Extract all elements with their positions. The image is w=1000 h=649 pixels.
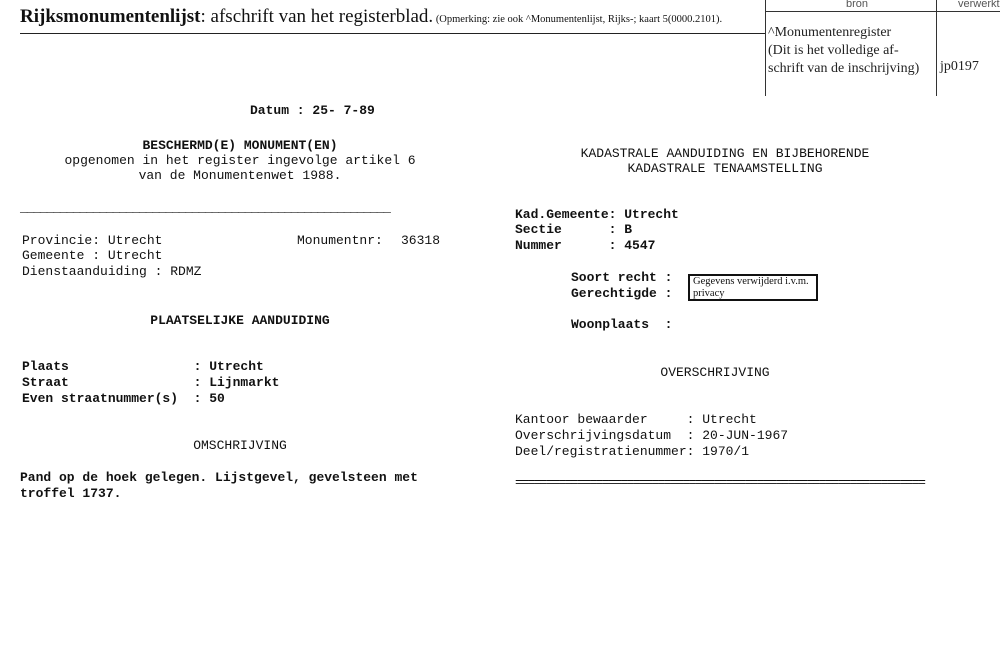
deel-line: Deel/registratienummer: 1970/1 (515, 444, 750, 459)
datum-line: Datum : 25- 7-89 (250, 103, 375, 118)
meta-source-line3: schrift van de inschrijving) (768, 61, 920, 76)
title-note: (Opmerking: zie ook ^Monumentenlijst, Rijks-; kaart 5(0000.2101). (433, 14, 723, 25)
woonplaats-label: Woonplaats : (571, 317, 673, 332)
kad-gemeente-line: Kad.Gemeente: Utrecht (515, 207, 679, 222)
dienst-line: Dienstaanduiding : RDMZ (22, 264, 202, 279)
plaats-line: Plaats : Utrecht (22, 359, 264, 374)
privacy-text: Gegevens verwijderd i.v.m. privacy (693, 276, 809, 299)
overschrijvingsdatum-line: Overschrijvingsdatum : 20-JUN-1967 (515, 428, 789, 443)
meta-source (768, 24, 919, 78)
straat-line: Straat : Lijnmarkt (22, 375, 280, 390)
header-rule (20, 33, 765, 34)
soort-recht-label: Soort recht : (571, 270, 673, 285)
provincie-line: Provincie: Utrecht (22, 233, 163, 248)
even-straatnummer-line: Even straatnummer(s) : 50 (22, 391, 225, 406)
meta-box (765, 0, 1000, 96)
left-heading-3: van de Monumentenwet 1988. (138, 168, 342, 183)
left-divider: ________________________________________________________ (20, 200, 390, 215)
meta-col-bron: bron (846, 0, 869, 10)
omschrijving-heading: OMSCHRIJVING (193, 438, 287, 453)
description-line-1: Pand op de hoek gelegen. Lijstgevel, gevelsteen met (20, 470, 418, 485)
overschrijving-heading: OVERSCHRIJVING (660, 365, 770, 380)
meta-source-line1: ^Monumentenregister (768, 25, 892, 40)
right-heading-2: KADASTRALE TENAAMSTELLING (627, 161, 823, 176)
left-heading-1: BESCHERMD(E) MONUMENT(EN) (142, 138, 338, 153)
kantoor-line: Kantoor bewaarder : Utrecht (515, 412, 757, 427)
meta-mid-rule (936, 0, 937, 96)
meta-top-rule (765, 11, 1000, 12)
gerechtigde-label: Gerechtigde : (571, 286, 673, 301)
meta-left-rule (765, 0, 766, 96)
meta-source-line2: (Dit is het volledige af- (768, 43, 899, 58)
meta-col-verwerkt: verwerkt (958, 0, 1000, 10)
right-heading-1: KADASTRALE AANDUIDING EN BIJBEHORENDE (580, 146, 870, 161)
monumentnr-label: Monumentnr: (297, 233, 383, 248)
meta-code: jp0197 (940, 59, 979, 74)
plaatselijke-heading: PLAATSELIJKE AANDUIDING (150, 313, 330, 328)
sectie-line: Sectie : B (515, 222, 633, 237)
nummer-line: Nummer : 4547 (515, 238, 656, 253)
right-divider: ================================================================== (515, 475, 925, 490)
description-line-2: troffel 1737. (20, 486, 122, 501)
document-title (20, 6, 722, 28)
monumentnr-value: 36318 (401, 233, 441, 248)
gemeente-line: Gemeente : Utrecht (22, 248, 163, 263)
left-heading-2: opgenomen in het register ingevolge artikel 6 (64, 153, 416, 168)
title-bold: Rijksmonumentenlijst (20, 6, 201, 27)
title-rest: : afschrift van het registerblad. (200, 6, 434, 27)
privacy-redaction-box (688, 274, 818, 301)
